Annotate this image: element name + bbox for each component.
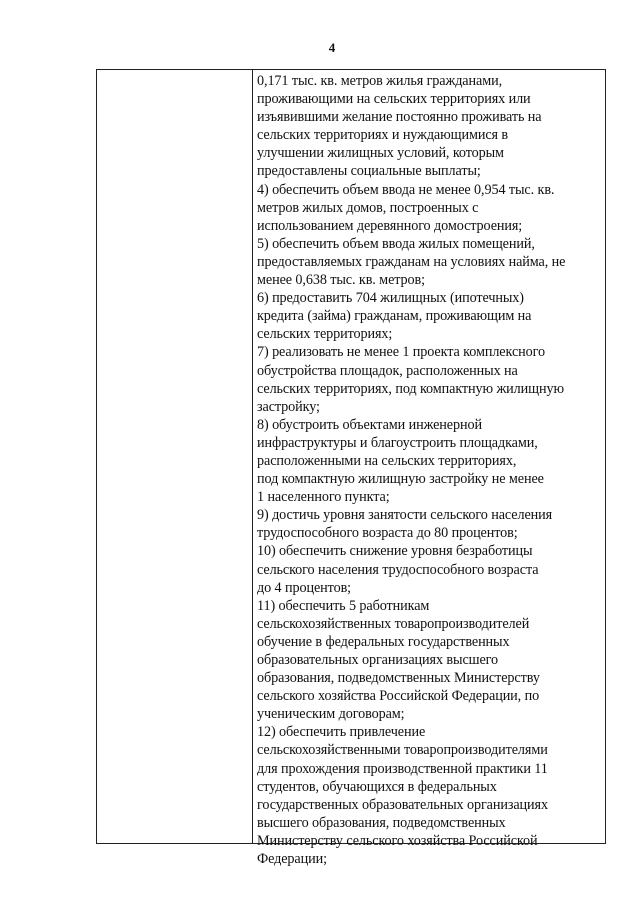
text-line: сельских территориях и нуждающимися в: [257, 127, 508, 144]
text-line: использованием деревянного домостроения;: [257, 217, 523, 234]
text-line: 4) обеспечить объем ввода не менее 0,954 тыс. кв.: [257, 181, 555, 198]
text-line: метров жилых домов, построенных с: [257, 199, 479, 216]
text-line: сельских территориях;: [257, 326, 393, 343]
text-line: трудоспособного возраста до 80 процентов;: [257, 525, 518, 542]
text-line: сельского хозяйства Российской Федерации, по: [257, 688, 540, 705]
text-line: расположенными на сельских территориях,: [257, 452, 517, 469]
text-line: Федерации;: [257, 851, 327, 868]
text-line: инфраструктуры и благоустроить площадками,: [257, 434, 538, 451]
text-line: 8) обустроить объектами инженерной: [257, 416, 482, 433]
text-line: 9) достичь уровня занятости сельского населения: [257, 507, 553, 524]
text-line: проживающими на сельских территориях или: [257, 91, 531, 108]
page-number: 4: [328, 40, 336, 55]
text-line: сельских территориях, под компактную жилищную: [257, 380, 564, 397]
text-line: сельского населения трудоспособного возраста: [257, 561, 539, 578]
text-line: улучшении жилищных условий, которым: [257, 145, 504, 162]
text-line: сельскохозяйственных товаропроизводителей: [257, 615, 530, 632]
text-line: государственных образовательных организациях: [257, 796, 548, 813]
text-line: высшего образования, подведомственных: [257, 814, 506, 831]
text-line: 11) обеспечить 5 работникам: [257, 597, 430, 614]
table-left-cell: [97, 70, 253, 843]
text-line: кредита (займа) гражданам, проживающим на: [257, 308, 532, 325]
text-line: ученическим договорам;: [257, 706, 405, 723]
content-table: [96, 69, 606, 868]
text-line: предоставлены социальные выплаты;: [257, 163, 481, 180]
text-line: до 4 процентов;: [257, 579, 352, 596]
text-line: 10) обеспечить снижение уровня безработицы: [257, 543, 533, 560]
text-line: 0,171 тыс. кв. метров жилья гражданами,: [257, 73, 503, 89]
text-line: образования, подведомственных Министерству: [257, 670, 540, 687]
text-line: застройку;: [257, 398, 320, 415]
table-right-cell: [253, 70, 605, 868]
text-line: 1 населенного пункта;: [257, 489, 390, 506]
text-line: сельскохозяйственными товаропроизводителями: [257, 742, 548, 759]
text-line: 7) реализовать не менее 1 проекта комплексного: [257, 344, 545, 361]
text-line: Министерству сельского хозяйства Российской: [257, 832, 538, 849]
text-line: студентов, обучающихся в федеральных: [257, 778, 497, 795]
text-line: изъявившими желание постоянно проживать на: [257, 109, 542, 126]
text-line: 12) обеспечить привлечение: [257, 724, 426, 741]
text-line: менее 0,638 тыс. кв. метров;: [257, 272, 425, 289]
text-line: предоставляемых гражданам на условиях найма, не: [257, 253, 566, 270]
text-line: обустройства площадок, расположенных на: [257, 362, 518, 379]
text-line: для прохождения производственной практики 11: [257, 760, 548, 777]
text-line: 6) предоставить 704 жилищных (ипотечных): [257, 290, 524, 307]
text-line: 5) обеспечить объем ввода жилых помещений,: [257, 235, 535, 252]
text-line: под компактную жилищную застройку не менее: [257, 471, 544, 488]
text-line: обучение в федеральных государственных: [257, 633, 510, 650]
text-line: образовательных организациях высшего: [257, 652, 499, 668]
